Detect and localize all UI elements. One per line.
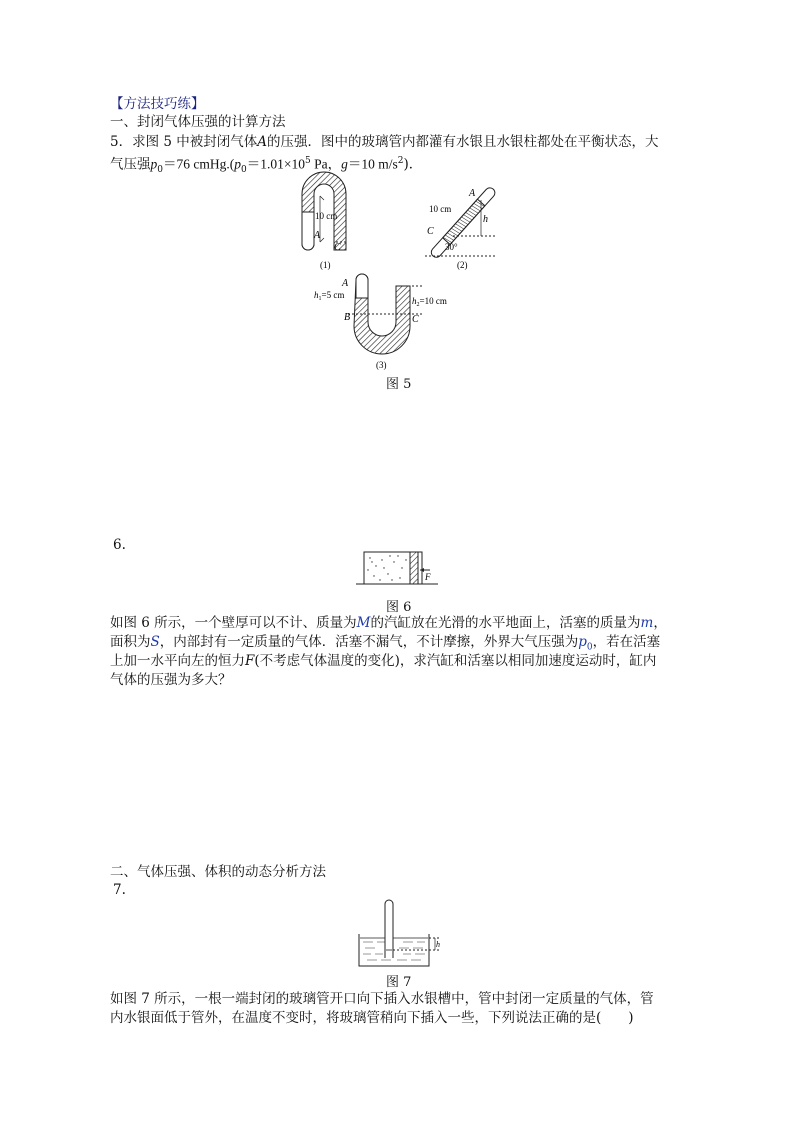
label-10cm: 10 cm bbox=[429, 204, 452, 214]
figure-5-1 bbox=[290, 168, 370, 272]
exp: 5 bbox=[304, 156, 311, 166]
label-b: B bbox=[344, 312, 351, 323]
q6-text: ， bbox=[653, 615, 667, 631]
p0-symbol: p bbox=[150, 156, 158, 172]
label-a: A bbox=[469, 188, 476, 199]
q7-number: 7. bbox=[113, 882, 126, 898]
q5-line2 bbox=[110, 152, 422, 179]
label-c: C bbox=[334, 242, 341, 253]
figure-7-caption: 图 7 bbox=[386, 975, 412, 990]
q6-text: 面积为 bbox=[110, 634, 151, 650]
caption-1: (1) bbox=[320, 260, 331, 270]
label-angle: 30° bbox=[445, 242, 458, 252]
q5-text: 5．求图 5 中被封闭气体 bbox=[110, 134, 258, 150]
h2-sub: 2 bbox=[416, 302, 420, 308]
label-h: h bbox=[483, 214, 488, 225]
q7-line2: 内水银面低于管外，在温度不变时，将玻璃管稍向下插入一些，下列说法正确的是( ) bbox=[110, 1010, 634, 1026]
h2-symbol: h bbox=[412, 296, 417, 306]
label-h: h bbox=[436, 940, 440, 949]
caption-3: (3) bbox=[376, 360, 387, 370]
label-h1 bbox=[314, 290, 344, 302]
caption-2: (2) bbox=[457, 260, 468, 270]
figure-5-3 bbox=[312, 274, 447, 372]
label-c: C bbox=[412, 314, 419, 325]
label-c: C bbox=[427, 226, 434, 237]
figure-6-caption: 图 6 bbox=[386, 600, 412, 615]
figure-5-caption: 图 5 bbox=[386, 377, 412, 392]
section-1-title: 一、封闭气体压强的计算方法 bbox=[110, 114, 286, 130]
q5-var-a: A bbox=[257, 134, 268, 150]
figure-7 bbox=[355, 898, 445, 970]
q5-text: ＝76 cmHg.( bbox=[162, 156, 235, 172]
figure-5-2 bbox=[425, 180, 505, 272]
g-symbol: g bbox=[341, 156, 348, 172]
h1-symbol: h bbox=[314, 290, 319, 300]
p0-sub: 0 bbox=[586, 642, 593, 653]
p0-symbol: p bbox=[578, 634, 587, 650]
q5-text: ＝10 m/s bbox=[347, 156, 398, 172]
figure-6 bbox=[352, 548, 442, 590]
q5-text: 气压强 bbox=[110, 156, 151, 173]
label-a: A bbox=[342, 278, 349, 289]
p0-sub: 0 bbox=[157, 165, 163, 176]
method-title: 【方法技巧练】 bbox=[110, 96, 205, 112]
q5-text: ＝1.01×10 bbox=[246, 156, 305, 172]
q5-line1 bbox=[110, 133, 659, 151]
var-s: S bbox=[150, 634, 160, 650]
q5-text: )． bbox=[403, 156, 423, 173]
var-m-upper: M bbox=[356, 615, 371, 631]
label-a: A bbox=[314, 230, 321, 241]
q5-text: 的压强．图中的玻璃管内都灌有水银且水银柱都处在平衡状态，大 bbox=[267, 134, 659, 150]
p0-sub: 0 bbox=[240, 165, 247, 176]
q6-line3 bbox=[110, 652, 656, 670]
h1-value: =5 cm bbox=[321, 290, 345, 300]
q6-line4: 气体的压强为多大？ bbox=[110, 672, 232, 688]
var-m: m bbox=[640, 615, 654, 631]
label-h2 bbox=[412, 296, 447, 308]
label-10cm: 10 cm bbox=[315, 211, 338, 221]
q6-number: 6. bbox=[113, 537, 126, 553]
q7-line1: 如图 7 所示，一根一端封闭的玻璃管开口向下插入水银槽中，管中封闭一定质量的气体，管 bbox=[110, 991, 654, 1007]
h1-sub: 1 bbox=[318, 296, 322, 302]
exp: 2 bbox=[397, 156, 404, 166]
q6-text: 如图 6 所示，一个壁厚可以不计、质量为 bbox=[110, 615, 357, 631]
section-2-title: 二、气体压强、体积的动态分析方法 bbox=[110, 864, 326, 880]
label-f: F bbox=[425, 572, 431, 582]
q6-text: ，内部封有一定质量的气体．活塞不漏气，不计摩擦，外界大气压强为 bbox=[159, 634, 579, 650]
var-f: F bbox=[245, 653, 255, 669]
q6-text: 上加一水平向左的恒力 bbox=[110, 653, 245, 669]
q5-text: Pa， bbox=[310, 156, 342, 172]
h2-value: =10 cm bbox=[419, 296, 447, 306]
q6-line1 bbox=[110, 614, 667, 632]
p0-symbol: p bbox=[234, 156, 241, 172]
q6-text: 的汽缸放在光滑的水平地面上，活塞的质量为 bbox=[370, 615, 641, 631]
q6-text: (不考虑气体温度的变化)，求汽缸和活塞以相同加速度运动时，缸内 bbox=[254, 653, 657, 669]
q6-text: ，若在活塞 bbox=[592, 634, 661, 650]
